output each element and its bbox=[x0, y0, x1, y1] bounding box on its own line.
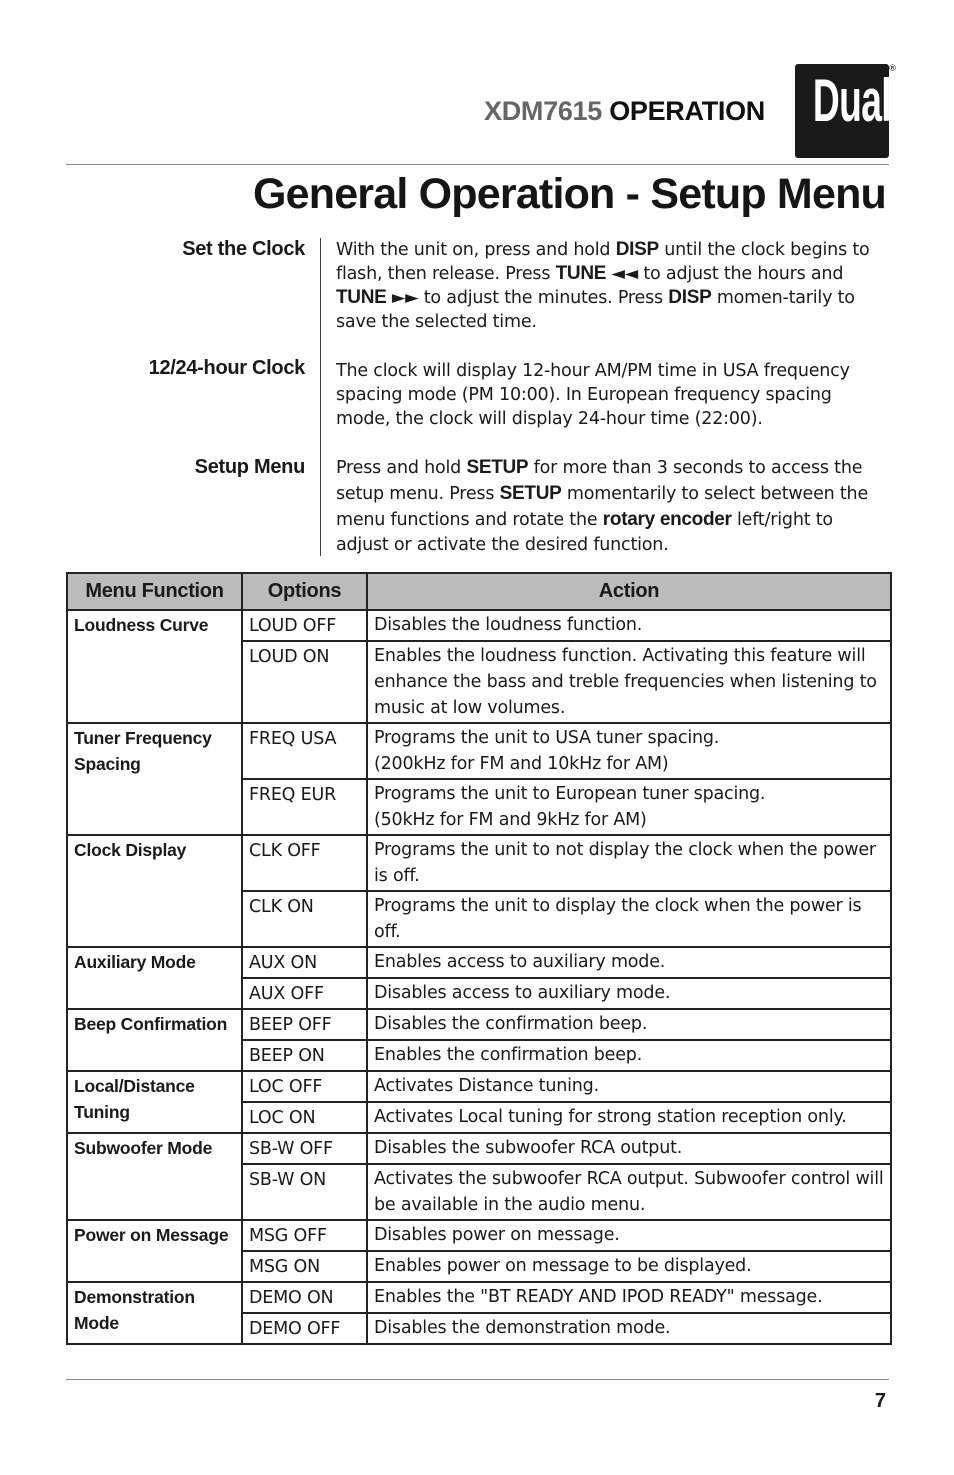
key-disp: DISP bbox=[668, 287, 712, 308]
function-cell: Demonstration Mode bbox=[67, 1282, 242, 1344]
option-cell: LOC OFF bbox=[242, 1071, 367, 1102]
intro-divider bbox=[320, 238, 321, 556]
action-cell: Enables access to auxiliary mode. bbox=[367, 947, 891, 978]
text-segment: ►► to adjust the minutes. Press bbox=[386, 288, 669, 308]
text-segment: momen-tarily to save the selected time. bbox=[336, 288, 855, 332]
table-row bbox=[67, 723, 891, 779]
action-cell: Programs the unit to display the clock when the power is off. bbox=[367, 891, 891, 947]
option-cell: BEEP OFF bbox=[242, 1009, 367, 1040]
action-cell: Disables the subwoofer RCA output. bbox=[367, 1133, 891, 1164]
text-segment: momentarily to select between the menu functions and rotate the bbox=[336, 484, 869, 530]
table-row bbox=[67, 1220, 891, 1251]
table-header-row bbox=[67, 573, 891, 610]
option-cell: DEMO ON bbox=[242, 1282, 367, 1313]
action-line: Programs the unit to USA tuner spacing. bbox=[374, 728, 720, 748]
option-cell: DEMO OFF bbox=[242, 1313, 367, 1344]
operation-label: OPERATION bbox=[609, 96, 765, 126]
text-segment: ◄◄ to adjust the hours and bbox=[606, 264, 844, 284]
option-cell: CLK ON bbox=[242, 891, 367, 947]
option-cell: MSG ON bbox=[242, 1251, 367, 1282]
setup-menu-text bbox=[336, 455, 884, 558]
rotary-encoder: rotary encoder bbox=[602, 509, 732, 530]
option-cell: AUX OFF bbox=[242, 978, 367, 1009]
key-setup: SETUP bbox=[499, 483, 562, 504]
key-disp: DISP bbox=[615, 239, 659, 260]
page-header bbox=[66, 64, 897, 160]
option-cell: LOUD OFF bbox=[242, 610, 367, 641]
option-cell: SB-W ON bbox=[242, 1164, 367, 1220]
header-title bbox=[484, 96, 765, 127]
clock24-label: 12/24-hour Clock bbox=[148, 357, 305, 379]
logo-text: Dual bbox=[812, 67, 891, 134]
text-segment: until the clock begins to flash, then release. Press bbox=[336, 240, 870, 284]
header-rule bbox=[66, 164, 889, 165]
action-cell: Disables the loudness function. bbox=[367, 610, 891, 641]
text-segment: With the unit on, press and hold bbox=[336, 240, 616, 260]
action-cell: Enables the loudness function. Activating this feature will enhance the bass and treble frequencies when listening to music at low volumes. bbox=[367, 641, 891, 723]
option-cell: SB-W OFF bbox=[242, 1133, 367, 1164]
option-cell: FREQ USA bbox=[242, 723, 367, 779]
action-cell bbox=[367, 779, 891, 835]
text-segment: for more than 3 seconds to access the setup menu. Press bbox=[336, 458, 863, 504]
action-line: Programs the unit to European tuner spacing. bbox=[374, 784, 766, 804]
action-cell: Disables the demonstration mode. bbox=[367, 1313, 891, 1344]
setup-menu-table bbox=[66, 572, 892, 1345]
action-cell: Programs the unit to not display the clock when the power is off. bbox=[367, 835, 891, 891]
action-cell bbox=[367, 723, 891, 779]
model-name: XDM7615 bbox=[484, 96, 602, 126]
table-row bbox=[67, 1009, 891, 1040]
function-cell: Power on Message bbox=[67, 1220, 242, 1282]
table-row bbox=[67, 947, 891, 978]
action-line: (200kHz for FM and 10kHz for AM) bbox=[374, 754, 669, 774]
page-number: 7 bbox=[874, 1390, 886, 1412]
function-cell: Tuner Frequency Spacing bbox=[67, 723, 242, 835]
option-cell: LOC ON bbox=[242, 1102, 367, 1133]
function-cell: Auxiliary Mode bbox=[67, 947, 242, 1009]
page-title: General Operation - Setup Menu bbox=[252, 170, 886, 218]
set-clock-text bbox=[336, 238, 884, 334]
set-clock-label: Set the Clock bbox=[182, 238, 305, 260]
table-row bbox=[67, 1133, 891, 1164]
option-cell: CLK OFF bbox=[242, 835, 367, 891]
key-tune: TUNE bbox=[555, 263, 607, 284]
option-cell: MSG OFF bbox=[242, 1220, 367, 1251]
function-cell: Subwoofer Mode bbox=[67, 1133, 242, 1220]
key-setup: SETUP bbox=[466, 457, 529, 478]
table-row bbox=[67, 835, 891, 891]
action-cell: Activates the subwoofer RCA output. Subwoofer control will be available in the audio menu. bbox=[367, 1164, 891, 1220]
table-row bbox=[67, 1282, 891, 1313]
header-action: Action bbox=[367, 573, 891, 610]
option-cell: FREQ EUR bbox=[242, 779, 367, 835]
table-row bbox=[67, 610, 891, 641]
dual-logo bbox=[795, 64, 897, 158]
registered-mark: ® bbox=[888, 64, 897, 74]
option-cell: AUX ON bbox=[242, 947, 367, 978]
clock24-text: The clock will display 12-hour AM/PM time in USA frequency spacing mode (PM 10:00). In European frequency spacing mode, the clock will display 24-hour time (22:00). bbox=[336, 361, 850, 429]
function-cell: Clock Display bbox=[67, 835, 242, 947]
action-cell: Disables access to auxiliary mode. bbox=[367, 978, 891, 1009]
function-cell: Loudness Curve bbox=[67, 610, 242, 723]
option-cell: BEEP ON bbox=[242, 1040, 367, 1071]
action-cell: Activates Distance tuning. bbox=[367, 1071, 891, 1102]
action-cell: Activates Local tuning for strong station reception only. bbox=[367, 1102, 891, 1133]
action-cell: Disables power on message. bbox=[367, 1220, 891, 1251]
text-segment: Press and hold bbox=[336, 458, 467, 478]
function-cell: Beep Confirmation bbox=[67, 1009, 242, 1071]
action-cell: Enables the confirmation beep. bbox=[367, 1040, 891, 1071]
intro-section bbox=[66, 236, 889, 558]
action-cell: Disables the confirmation beep. bbox=[367, 1009, 891, 1040]
action-cell: Enables power on message to be displayed. bbox=[367, 1251, 891, 1282]
table-row bbox=[67, 1071, 891, 1102]
setup-menu-label: Setup Menu bbox=[194, 456, 305, 478]
header-options: Options bbox=[242, 573, 367, 610]
action-line: (50kHz for FM and 9kHz for AM) bbox=[374, 810, 647, 830]
footer-rule bbox=[66, 1379, 889, 1380]
text-segment: left/right to adjust or activate the desired function. bbox=[336, 510, 833, 555]
key-tune: TUNE bbox=[336, 287, 387, 308]
function-cell: Local/Distance Tuning bbox=[67, 1071, 242, 1133]
header-menu-function: Menu Function bbox=[67, 573, 242, 610]
action-cell: Enables the "BT READY AND IPOD READY" message. bbox=[367, 1282, 891, 1313]
option-cell: LOUD ON bbox=[242, 641, 367, 723]
